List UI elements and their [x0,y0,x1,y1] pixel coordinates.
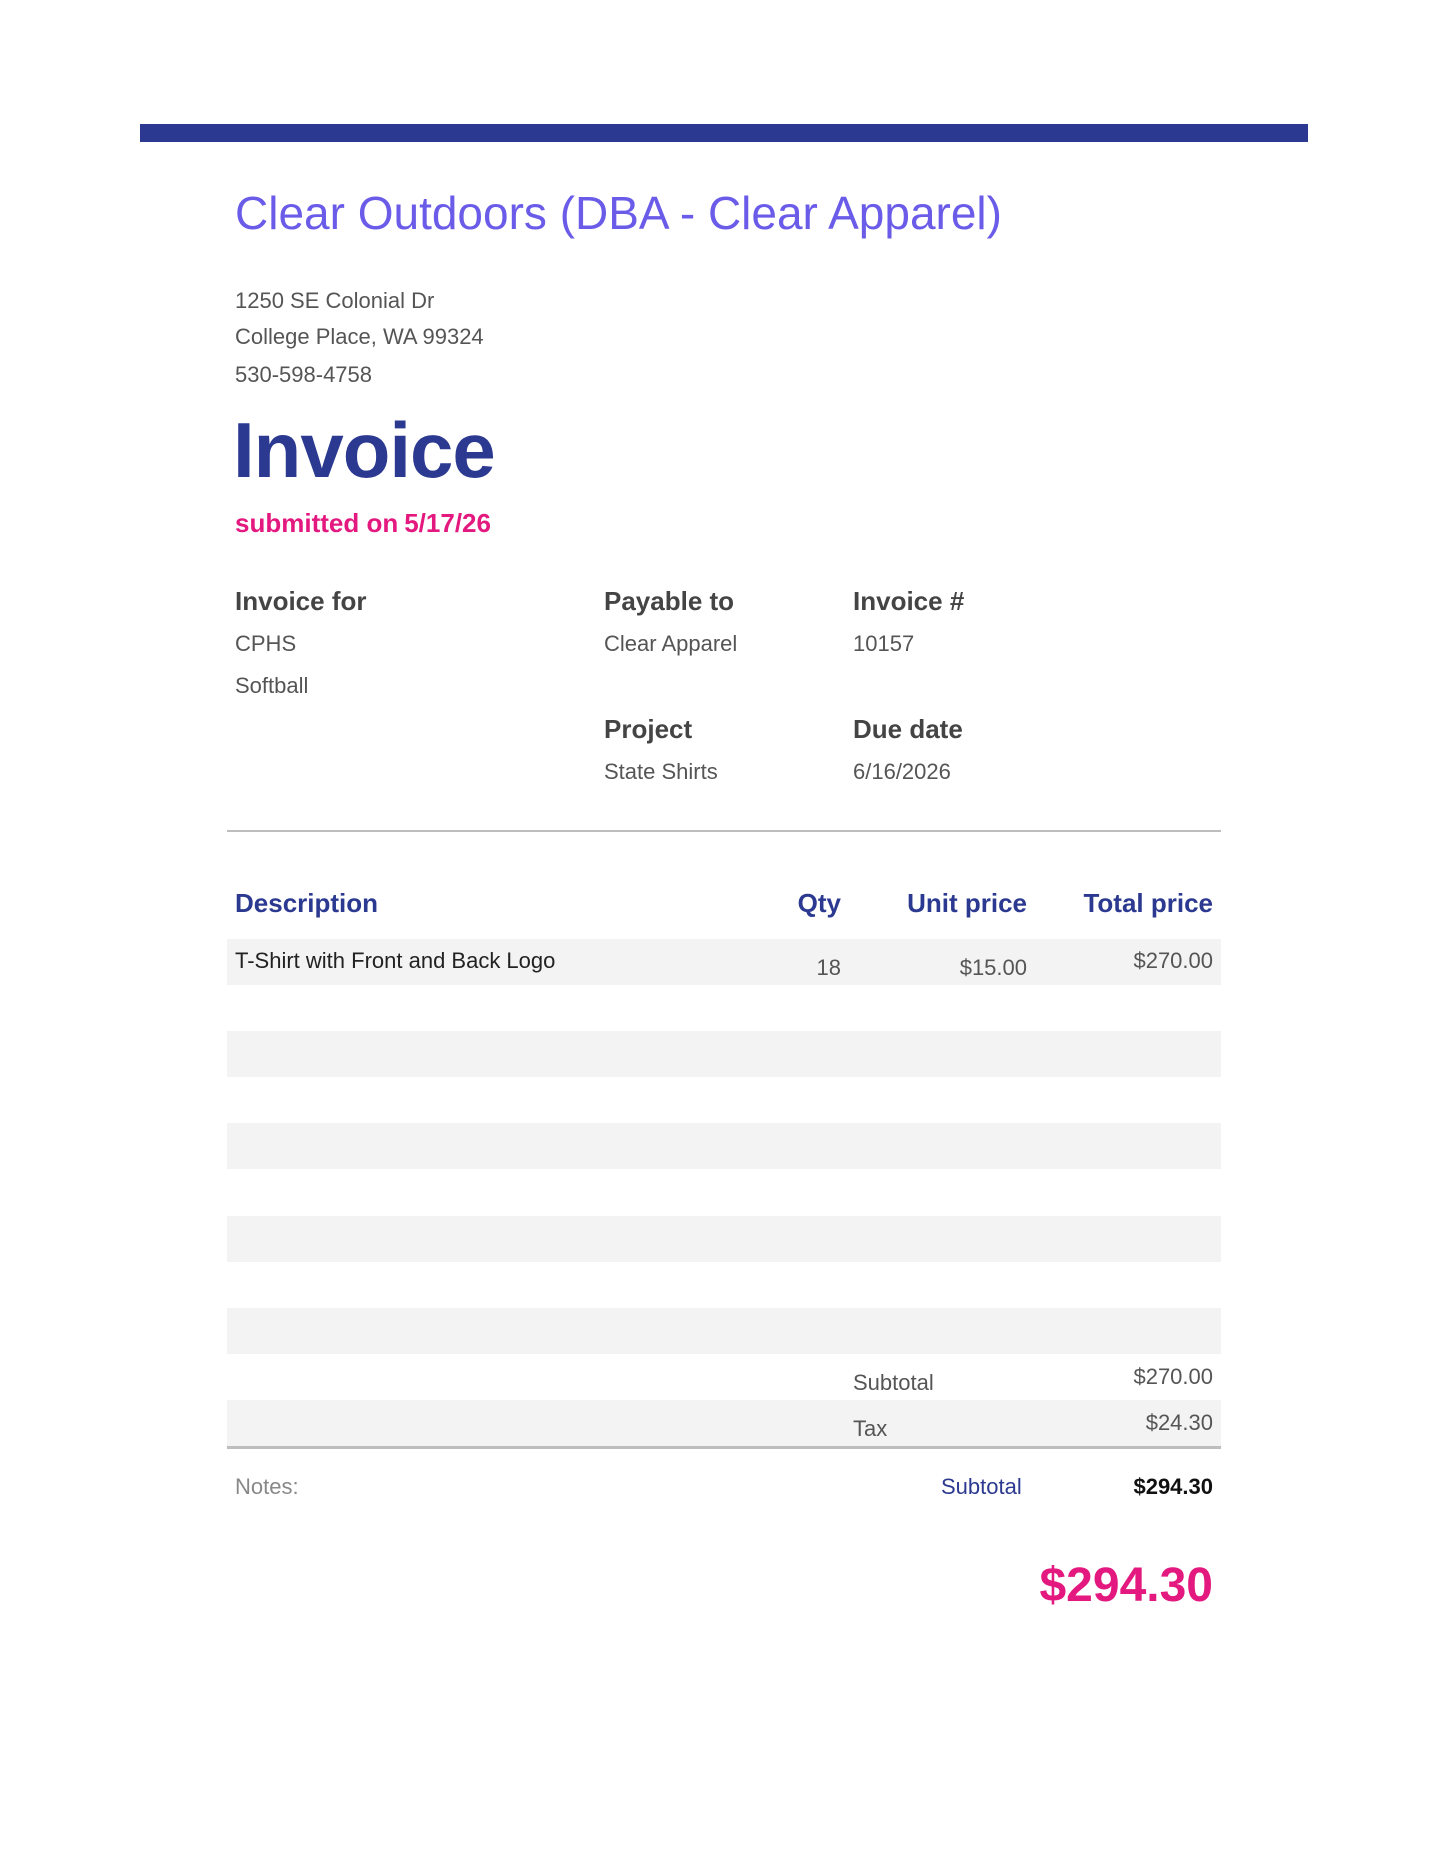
project-label: Project [604,714,693,744]
tax-row-bg [227,1400,1221,1446]
col-header-unit-price: Unit price [907,888,1027,918]
tax-label: Tax [853,1416,888,1441]
submitted-line [235,508,491,539]
table-row-empty [227,1216,1221,1262]
submitted-label: submitted on [235,508,399,538]
grand-subtotal-label: Subtotal [941,1474,1022,1499]
table-row-empty [227,1123,1221,1169]
invoice-for-label: Invoice for [235,586,367,616]
invoice-for-line1: CPHS [235,631,297,656]
col-header-qty: Qty [797,888,841,918]
due-date-value: 6/16/2026 [853,759,951,784]
company-address-line1: 1250 SE Colonial Dr [235,288,435,313]
col-header-description: Description [235,888,379,918]
invoice-for-line2: Softball [235,673,309,698]
invoice-title: Invoice [233,406,495,494]
invoice-number-value: 10157 [853,631,915,656]
due-date-label: Due date [853,714,963,744]
col-header-total-price: Total price [1083,888,1213,918]
item-total-price: $270.00 [1133,948,1213,973]
grand-subtotal-value: $294.30 [1133,1474,1213,1499]
totals-divider [227,1446,1221,1449]
project-value: State Shirts [604,759,718,784]
total-due: $294.30 [1039,1559,1213,1612]
notes-label: Notes: [235,1474,299,1499]
company-address-line2: College Place, WA 99324 [235,324,484,349]
item-description: T-Shirt with Front and Back Logo [235,948,556,973]
table-row-empty [227,1031,1221,1077]
tax-value: $24.30 [1145,1410,1213,1435]
subtotal-value: $270.00 [1133,1364,1213,1389]
invoice-number-label: Invoice # [853,586,965,616]
subtotal-label: Subtotal [853,1370,934,1395]
item-unit-price: $15.00 [959,955,1027,980]
company-phone: 530-598-4758 [235,362,373,387]
company-name: Clear Outdoors (DBA - Clear Apparel) [235,187,1002,239]
header-accent-bar [140,124,1308,142]
table-row-empty [227,1308,1221,1354]
payable-to-label: Payable to [604,586,735,616]
submitted-date: 5/17/26 [404,508,491,538]
section-divider [227,830,1221,832]
item-qty: 18 [816,955,841,980]
payable-to-value: Clear Apparel [604,631,738,656]
